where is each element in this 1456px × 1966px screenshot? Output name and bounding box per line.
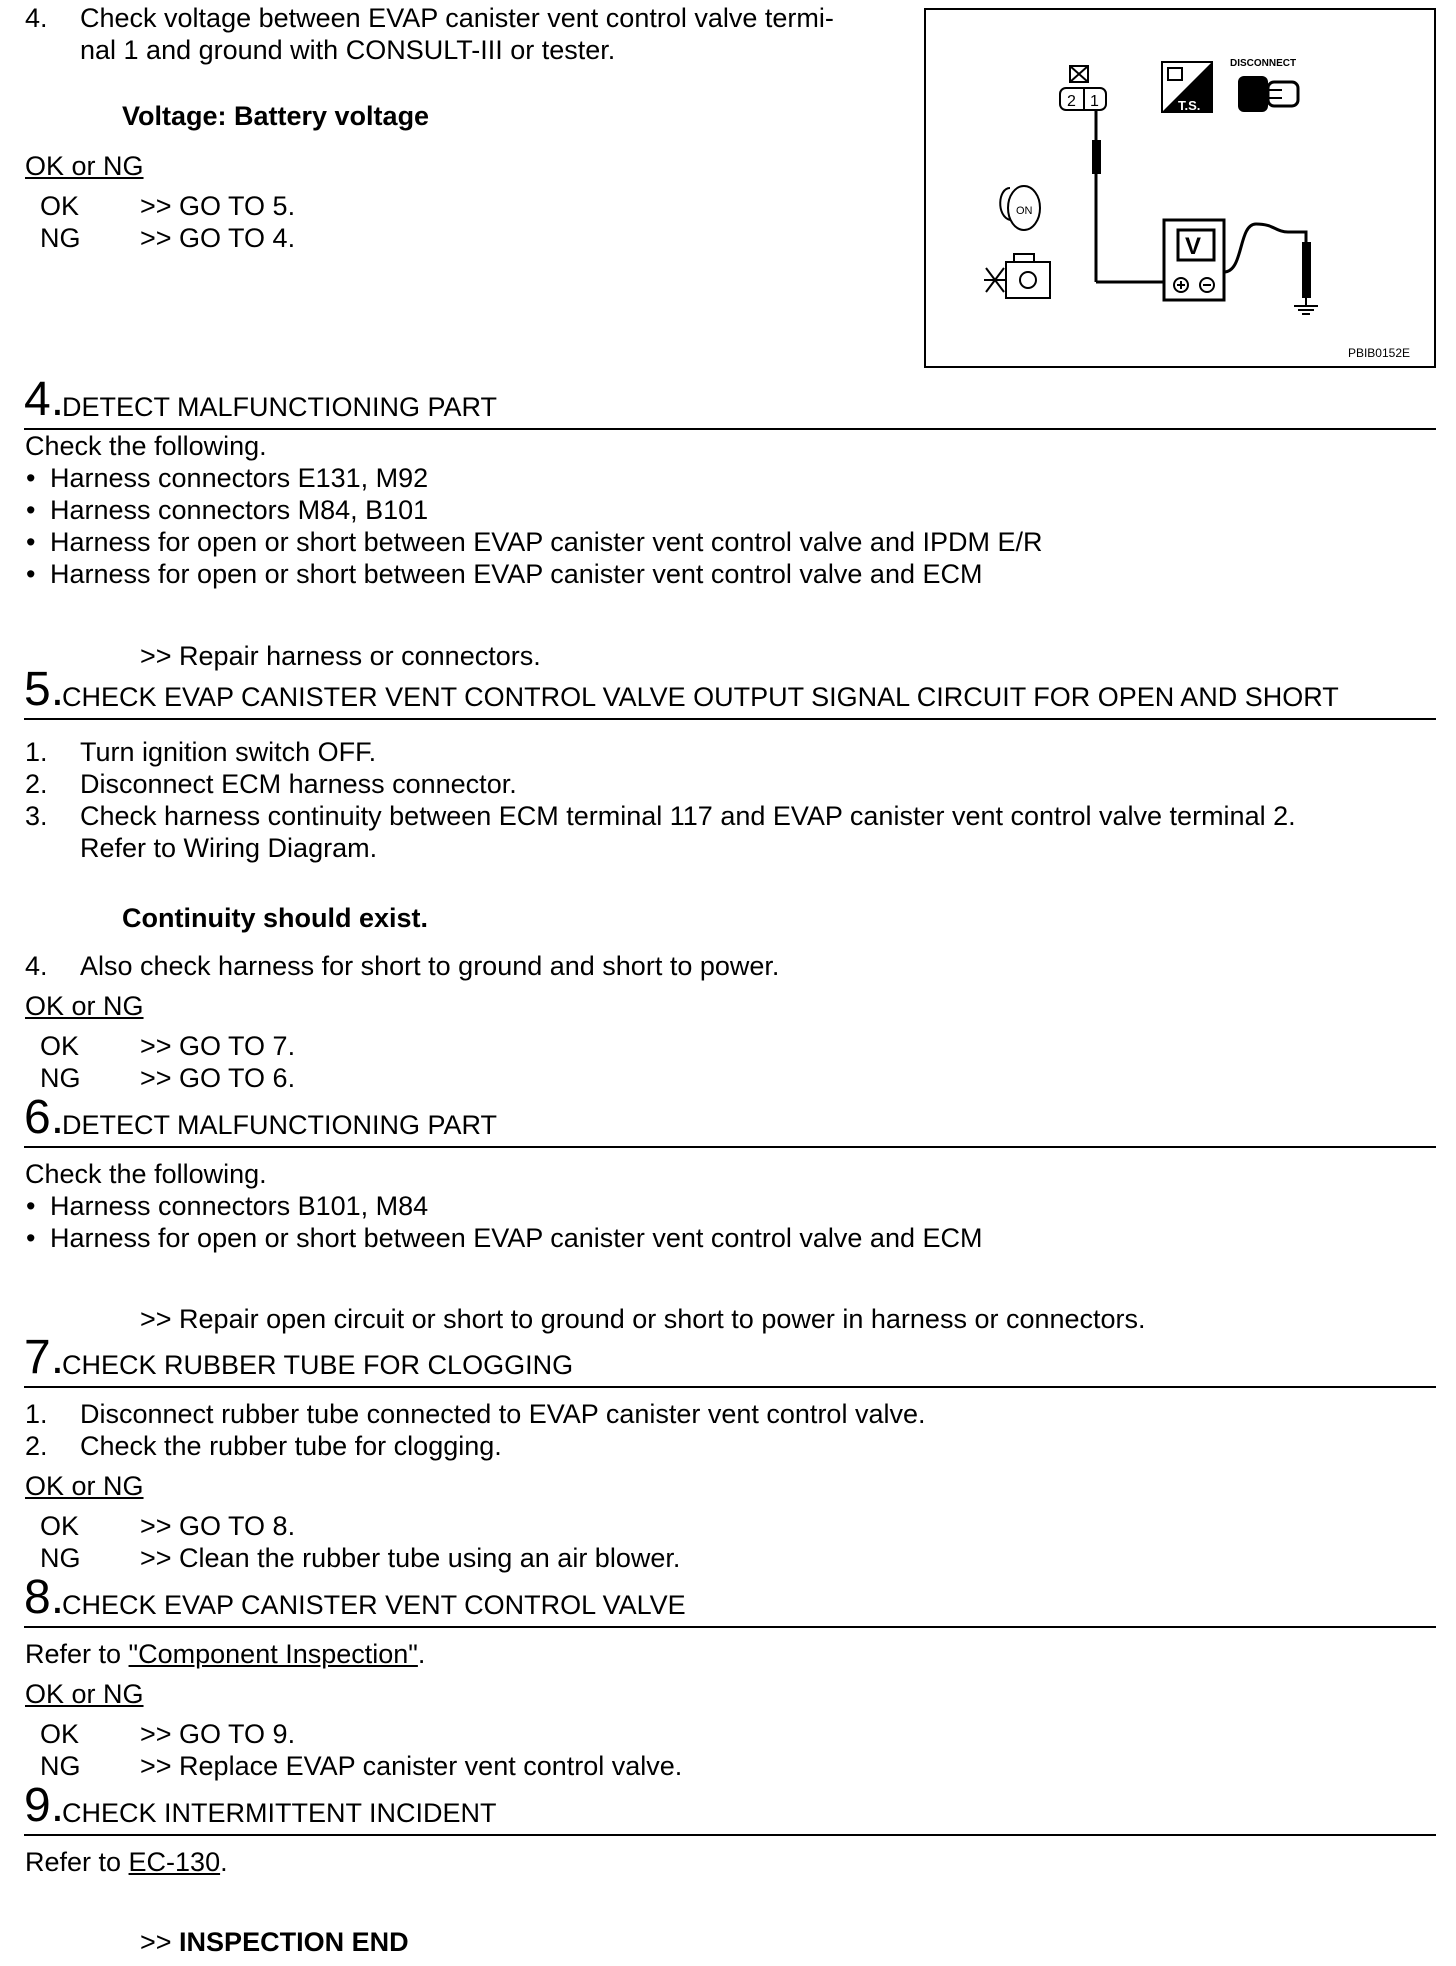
list-item-text: Harness for open or short between EVAP canister vent control valve and ECM	[50, 559, 983, 589]
section-9-heading	[24, 1779, 1436, 1836]
action-text: >> Repair harness or connectors.	[140, 641, 541, 671]
bullet-icon: •	[26, 1223, 36, 1253]
probe-icon	[1092, 140, 1101, 174]
step-text: Also check harness for short to ground and short to power.	[80, 951, 780, 981]
step-text-continued: nal 1 and ground with CONSULT-III or tester.	[80, 35, 616, 65]
inspection-end	[140, 1926, 409, 1958]
end-text: INSPECTION END	[179, 1927, 409, 1957]
result-status: NG	[40, 1063, 81, 1093]
section-intro: Check the following.	[25, 1159, 267, 1189]
result-status: NG	[40, 1751, 81, 1781]
result-link[interactable]: >> GO TO 8.	[140, 1511, 296, 1541]
figure-id-label: PBIB0152E	[1347, 346, 1410, 360]
result-action: >> Replace EVAP canister vent control valve.	[140, 1751, 683, 1781]
pin-2-label: 2	[1067, 93, 1076, 110]
voltage-check-diagram	[926, 10, 1434, 366]
section-7-heading	[24, 1331, 1436, 1388]
troubleshooting-icon	[1162, 62, 1212, 113]
section-5-heading	[24, 663, 1436, 720]
engine-icon	[984, 254, 1050, 298]
ground-icon	[1294, 306, 1318, 314]
result-status: NG	[40, 1543, 81, 1573]
section-title: DETECT MALFUNCTIONING PART	[62, 1110, 498, 1140]
step-text: Check harness continuity between ECM terminal 117 and EVAP canister vent control valve terminal 2.	[80, 801, 1296, 831]
ok-ng-label: OK or NG	[25, 151, 144, 181]
list-item-text: Harness connectors M84, B101	[50, 495, 429, 525]
bullet-icon: •	[26, 495, 36, 525]
list-item-text: Harness connectors E131, M92	[50, 463, 429, 493]
refer-prefix: Refer to	[25, 1847, 129, 1877]
step-text-continued: Refer to Wiring Diagram.	[80, 833, 378, 863]
step-number: 3.	[25, 801, 48, 831]
section-4-heading	[24, 373, 1436, 430]
voltmeter-icon	[1164, 220, 1224, 300]
result-link[interactable]: >> GO TO 5.	[140, 191, 296, 221]
refer-line	[25, 1846, 228, 1878]
result-link[interactable]: >> GO TO 7.	[140, 1031, 296, 1061]
refer-suffix: .	[417, 1639, 426, 1669]
result-action: >> Clean the rubber tube using an air blower.	[140, 1543, 681, 1573]
section-number: 9.	[24, 1779, 65, 1832]
section-title: CHECK EVAP CANISTER VENT CONTROL VALVE OUTPUT SIGNAL CIRCUIT FOR OPEN AND SHORT	[62, 682, 1339, 712]
step-text: Check the rubber tube for clogging.	[80, 1431, 502, 1461]
section-title: CHECK INTERMITTENT INCIDENT	[62, 1798, 497, 1828]
result-status: NG	[40, 223, 81, 253]
section-6-heading	[24, 1091, 1436, 1148]
step-number: 2.	[25, 769, 48, 799]
refer-line	[25, 1638, 425, 1670]
step-text: Turn ignition switch OFF.	[80, 737, 377, 767]
voltage-spec: Voltage: Battery voltage	[122, 101, 430, 131]
wiring-figure	[924, 8, 1436, 368]
result-link[interactable]: >> GO TO 4.	[140, 223, 296, 253]
connector-icon	[1060, 66, 1106, 110]
section-title: CHECK RUBBER TUBE FOR CLOGGING	[62, 1350, 574, 1380]
step-text: Disconnect rubber tube connected to EVAP canister vent control valve.	[80, 1399, 926, 1429]
ok-ng-label: OK or NG	[25, 1679, 144, 1709]
section-number: 6.	[24, 1091, 65, 1144]
section-title: DETECT MALFUNCTIONING PART	[62, 392, 498, 422]
bullet-icon: •	[26, 559, 36, 589]
list-item-text: Harness connectors B101, M84	[50, 1191, 429, 1221]
end-prefix: >>	[140, 1927, 180, 1957]
section-8-heading	[24, 1571, 1436, 1628]
ignition-key-icon	[1000, 186, 1040, 230]
result-status: OK	[40, 191, 80, 221]
result-status: OK	[40, 1719, 80, 1749]
ground-probe-icon	[1302, 242, 1311, 298]
refer-suffix: .	[220, 1847, 228, 1877]
step-text: Check voltage between EVAP canister vent control valve termi-	[80, 3, 834, 33]
section-title: CHECK EVAP CANISTER VENT CONTROL VALVE	[62, 1590, 686, 1620]
result-link[interactable]: >> GO TO 6.	[140, 1063, 296, 1093]
result-status: OK	[40, 1511, 80, 1541]
list-item-text: Harness for open or short between EVAP canister vent control valve and IPDM E/R	[50, 527, 1043, 557]
action-text: >> Repair open circuit or short to ground or short to power in harness or connectors.	[140, 1304, 1146, 1334]
list-item-text: Harness for open or short between EVAP canister vent control valve and ECM	[50, 1223, 983, 1253]
ok-ng-label: OK or NG	[25, 1471, 144, 1501]
section-number: 7.	[24, 1331, 65, 1384]
bullet-icon: •	[26, 463, 36, 493]
bullet-icon: •	[26, 527, 36, 557]
ok-ng-label: OK or NG	[25, 991, 144, 1021]
step-number: 2.	[25, 1431, 48, 1461]
ec-130-link[interactable]: EC-130	[128, 1847, 221, 1877]
key-on-label: ON	[1016, 205, 1033, 217]
ts-label: T.S.	[1178, 98, 1201, 113]
step-number: 1.	[25, 737, 48, 767]
section-number: 4.	[24, 373, 65, 426]
step-number: 4.	[25, 3, 48, 33]
section-number: 5.	[24, 663, 65, 716]
step-number: 1.	[25, 1399, 48, 1429]
bullet-icon: •	[26, 1191, 36, 1221]
result-status: OK	[40, 1031, 80, 1061]
step-number: 4.	[25, 951, 48, 981]
disconnect-icon	[1230, 58, 1298, 112]
section-intro: Check the following.	[25, 431, 267, 461]
pin-1-label: 1	[1090, 93, 1099, 110]
disconnect-label: DISCONNECT	[1230, 58, 1297, 69]
component-inspection-link[interactable]: "Component Inspection"	[128, 1639, 418, 1669]
continuity-spec: Continuity should exist.	[122, 903, 429, 933]
step-text: Disconnect ECM harness connector.	[80, 769, 517, 799]
result-link[interactable]: >> GO TO 9.	[140, 1719, 296, 1749]
section-number: 8.	[24, 1571, 65, 1624]
refer-prefix: Refer to	[25, 1639, 129, 1669]
meter-label: V	[1185, 233, 1202, 260]
